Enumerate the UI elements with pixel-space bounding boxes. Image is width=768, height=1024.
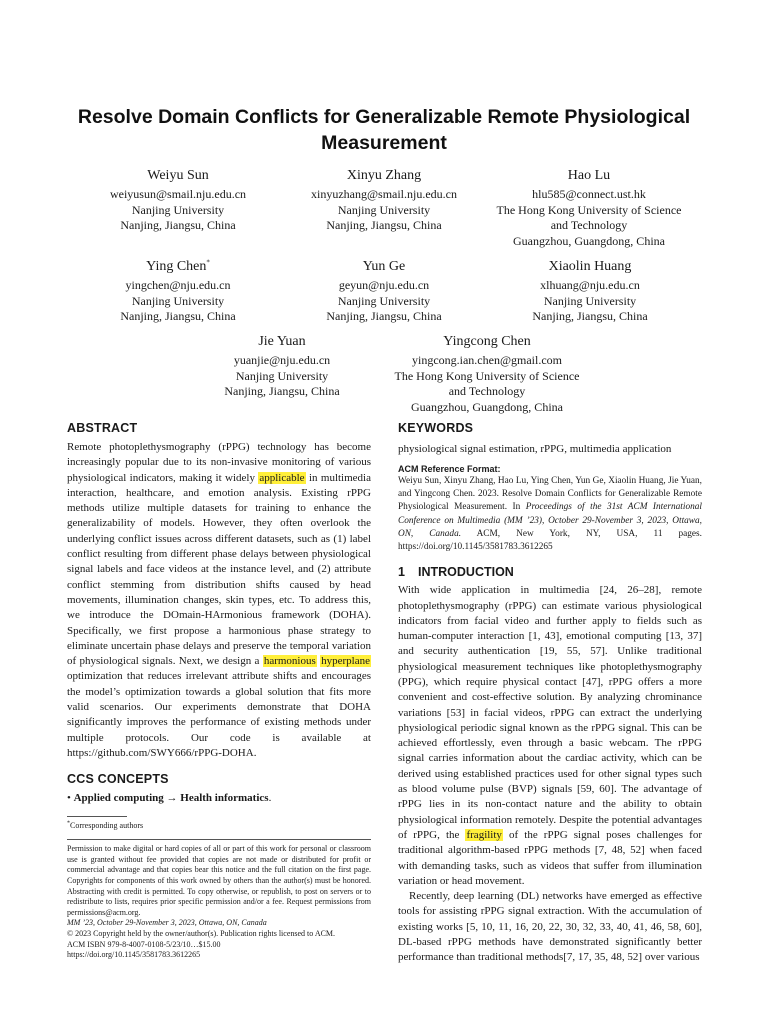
author-email: yingchen@nju.edu.cn [125,278,231,292]
author-name: Jie Yuan [258,334,306,349]
isbn-line: ACM ISBN 979-8-4007-0108-5/23/10…$15.00 [67,939,221,949]
footnote-rule [67,816,127,817]
author-location: Nanjing, Jiangsu, China [120,218,236,232]
author-block [78,258,278,325]
author-block [284,258,484,325]
author-email: yuanjie@nju.edu.cn [233,353,331,367]
acm-reference-proceedings: Proceedings of the 31st ACM International Conference on Multimedia (MM ’23), October 29-November 3, 2023, Ottawa, ON, Canada. [398,502,702,539]
abstract-text-part: Remote photoplethysmography (rPPG) technology has become increasingly popular due to its non-invasive monitoring of various physiological indicators, making it widely [67,441,371,484]
doi-link[interactable]: https://doi.org/10.1145/3581783.3612265 [67,950,201,960]
author-affiliation: The Hong Kong University of Science [394,368,580,383]
right-column [398,420,702,966]
introduction-text [398,583,702,965]
paper-title: Resolve Domain Conflicts for Generalizable Remote Physiological Measurement [77,106,691,154]
author-affiliation: Nanjing University [235,368,329,383]
author-block [380,333,594,415]
bullet: • [67,792,71,805]
intro-paragraph: Recently, deep learning (DL) networks have emerged as effective tools for assisting rPPG signal extraction. With the accumulation of existing works [5, 10, 11, 16, 20, 22, 30, 32, 33, 40, 41, 46, 58, 60], DL-based rPPG methods have demonstrated significantly better performance than traditional methods[7, 17, 35, 48, 52] over various [398,890,702,964]
footnote-text: Corresponding authors [70,821,144,831]
author-email: weiyusun@smail.nju.edu.cn [109,187,247,201]
author-location: Guangzhou, Guangdong, China [411,399,563,414]
author-affiliation: Nanjing University [131,202,225,217]
section-number: 1 [398,565,405,580]
author-email: yingcong.ian.chen@gmail.com [411,353,562,367]
introduction-heading [398,564,702,580]
left-column [67,420,371,961]
abstract-text-part: in multimedia interaction, healthcare, and emotion analysis. Existing rPPG methods utilize multiple datasets for training to enhance the generalizability of models. However, they often overlook the underlying conflict issues across different datasets, such as (1) label conflict resulting from different phase delays between physiological signal labels and face videos at the instance level, and (2) attribute conflict stemming from distribution shifts caused by head movements, illumination changes, skin types, etc. To address this, we introduce the DOmain-HArmonious framework (DOHA). Specifically, we first propose a harmonious phase strategy to eliminate uncertain phase delays and preserve the temporal variation of physiological signals. Next, we design a [67,471,371,668]
ccs-heading: CCS CONCEPTS [67,772,169,787]
author-name: Weiyu Sun [147,168,209,183]
author-affiliation: and Technology [550,218,628,232]
copyright-line: © 2023 Copyright held by the owner/author(s). Publication rights licensed to ACM. [67,928,336,938]
highlight[interactable]: harmonious [263,655,316,668]
author-block [482,167,696,249]
author-location: Nanjing, Jiangsu, China [326,218,442,232]
author-affiliation: Nanjing University [337,202,431,217]
author-affiliation: and Technology [448,384,526,398]
abstract-text [67,440,371,761]
author-location: Guangzhou, Guangdong, China [513,233,665,248]
ccs-item [67,791,371,806]
author-location: Nanjing, Jiangsu, China [532,309,648,323]
author-email: xlhuang@nju.edu.cn [540,278,640,292]
keywords-text: physiological signal estimation, rPPG, multimedia application [398,443,672,455]
permission-text: Permission to make digital or hard copies of all or part of this work for personal or classroom use is granted without fee provided that copies are not made or distributed for profit or commercial advantage and that copies bear this notice and the full citation on the first page. Copyrights for components of this work owned by others than the author(s) must be honored. Abstracting with credit is permitted. To copy otherwise, or republish, to post on servers or to redistribute to lists, requires prior specific permission and/or a fee. Request permissions from permissions@acm.org. [67,844,371,917]
author-block [78,167,278,234]
author-location: Nanjing, Jiangsu, China [120,309,236,323]
footnote-mark: * [67,820,70,827]
author-affiliation: The Hong Kong University of Science [496,202,682,217]
author-name-text: Ying Chen [146,259,207,274]
intro-text-part: of the rPPG signal poses challenges for traditional algorithm-based rPPG methods [7, 48, 52] when faced with demanding tasks, such as videos that suffer from illumination variation or head movement. [398,828,702,887]
venue-line: MM ’23, October 29-November 3, 2023, Ottawa, ON, Canada [67,918,267,928]
footnote [67,820,371,831]
keywords-heading: KEYWORDS [398,421,474,435]
acm-reference [398,475,702,554]
corresponding-mark: * [206,258,210,267]
author-email: hlu585@connect.ust.hk [532,187,646,201]
abstract-text-part: optimization that reduces irrelevant attribute shifts and encourages the model’s optimization towards a global solution that fits more valid scenarios. Our experiments demonstrate that DOHA significantly improves the performance of existing methods under multiple protocols. Our code is available at https://github.com/SWY666/rPPG-DOHA. [67,670,371,759]
permission-block [67,844,371,961]
permission-rule [67,839,371,840]
author-name: Yun Ge [362,259,406,274]
acm-reference-text: ACM, New York, NY, USA, 11 pages. https://doi.org/10.1145/3581783.3612265 [398,528,702,553]
author-location: Nanjing, Jiangsu, China [326,309,442,323]
author-name: Hao Lu [567,168,611,183]
author-name [78,258,278,276]
author-affiliation: Nanjing University [131,293,225,308]
author-location: Nanjing, Jiangsu, China [224,384,340,398]
ccs-period: . [268,792,272,805]
author-email: geyun@nju.edu.cn [338,278,430,292]
highlight[interactable]: fragility [466,828,502,841]
highlight[interactable]: applicable [259,471,305,484]
intro-text-part: With wide application in multimedia [24, 26–28], remote photoplethysmography (rPPG) can estimate various physiological indicators from facial video and further apply to fields such as human-computer interaction [1, 43], emotional computing [13, 37] and security authentication [19, 55, 57]. Unlike traditional physiological measurement techniques like photoplethysmography (PPG), which require physical contact [47], rPPG offers a more convenient and cost-effective solution. By analyzing chrominance variations [53] in facial videos, rPPG can extract the underlying physiological periodic signal known as the rPPG signal. This can be achieved effortlessly, even through a basic webcam. The rPPG signal carries information about the cardiac activity, which can be derived using established practices used for other signal types such as blood volume pulse (BVP) signals [59, 60]. The advantage of rPPG lies in its non-contact nature and the ability to obtain physiological information remotely. Despite the potential advantages of rPPG, the [398,584,702,841]
author-email: xinyuzhang@smail.nju.edu.cn [310,187,458,201]
abstract-heading: ABSTRACT [67,421,138,435]
author-block [284,167,484,234]
author-name: Xiaolin Huang [548,259,632,274]
section-title: INTRODUCTION [418,565,514,580]
highlight[interactable]: hyperplane [321,655,370,668]
ccs-concept: Applied computing → Health informatics [73,792,269,805]
author-block [182,333,382,400]
author-block [490,258,690,325]
author-affiliation: Nanjing University [337,293,431,308]
author-name: Xinyu Zhang [346,168,422,183]
author-affiliation: Nanjing University [543,293,637,308]
acm-reference-heading: ACM Reference Format: [398,464,501,474]
author-name: Yingcong Chen [443,334,531,349]
acm-reference-text: Weiyu Sun, Xinyu Zhang, Hao Lu, Ying Chen, Yun Ge, Xiaolin Huang, Jie Yuan, and Yingcong Chen. 2023. Resolve Domain Conflicts for Generalizable Remote Physiological Measurement. In [398,476,702,513]
